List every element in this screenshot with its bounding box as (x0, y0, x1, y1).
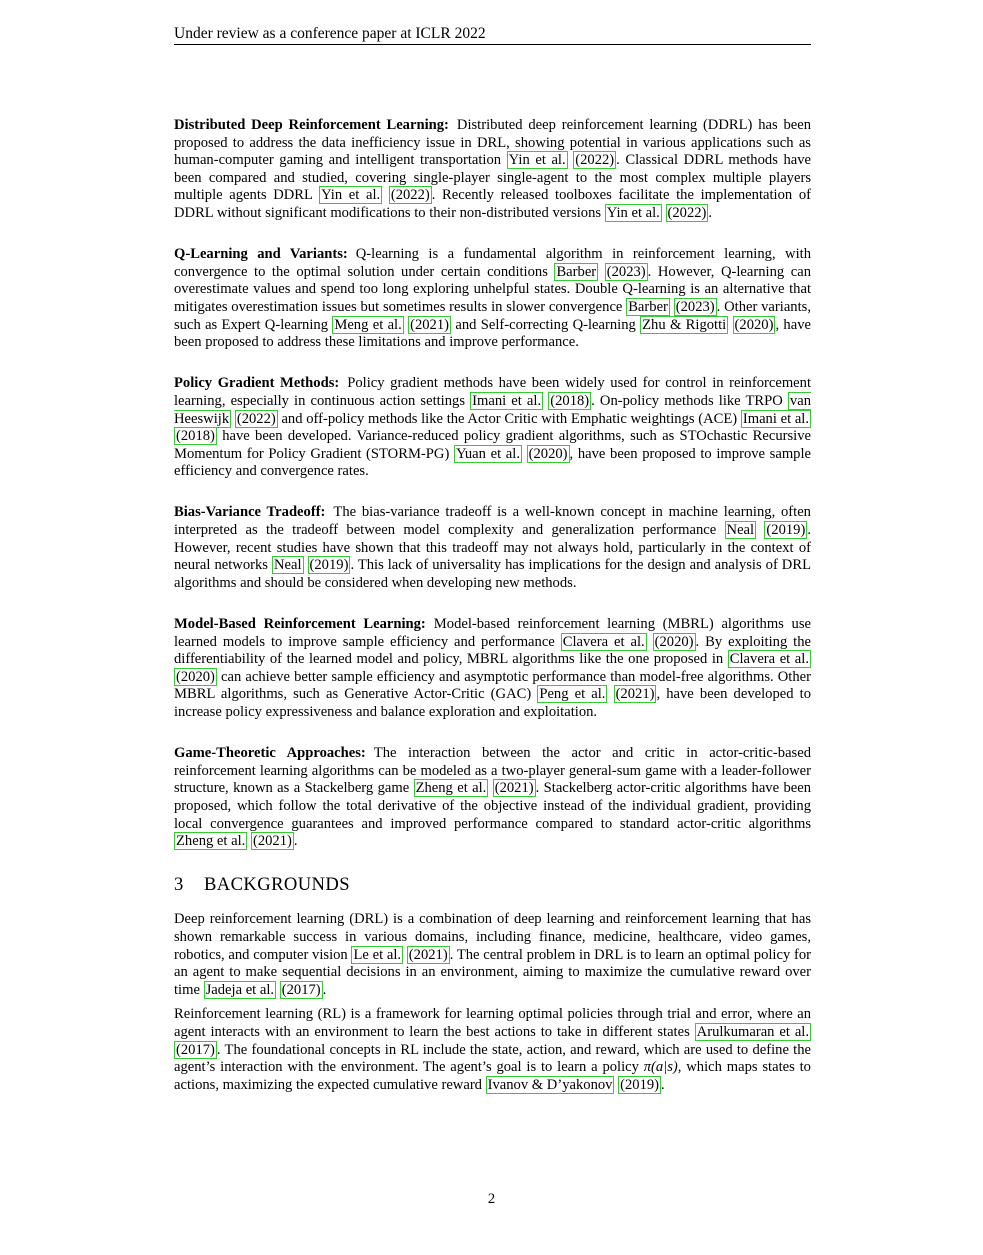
paragraph-bias-variance (174, 504, 811, 592)
citation-year-link[interactable]: (2023) (606, 263, 646, 280)
paragraph-title: Bias-Variance Tradeoff: (174, 504, 326, 521)
citation-link[interactable]: Yin et al. (321, 187, 381, 204)
section-number: 3 (174, 874, 184, 896)
body-text: . Recently released toolboxes facilitate the implementation of DDRL without significant modifications to their non-distributed versions (174, 187, 811, 221)
body-text: . Other variants, such as Expert Q-learning (174, 298, 811, 333)
citation-year-link[interactable]: (2021) (252, 833, 292, 850)
citation-link[interactable]: Zhu & Rigotti (642, 316, 727, 333)
citation-year-link[interactable]: (2021) (494, 780, 534, 797)
citation-link[interactable]: Imani et al. (472, 392, 542, 409)
citation-year-link[interactable]: (2021) (615, 686, 655, 703)
paragraph-game-theoretic (174, 745, 811, 851)
body-text: . However, recent studies have shown that this tradeoff may not always hold, particularly in the context of neural networks (174, 522, 811, 574)
body-text: . Stackelberg actor-critic algorithms have been proposed, which follow the total derivative of the objective instead of the individual gradient, providing local convergence guarantees and improved performance compared to standard actor-critic algorithms (174, 780, 812, 832)
citation-link[interactable]: Peng et al. (539, 686, 606, 703)
body-text: . On-policy methods like TRPO (591, 392, 788, 409)
paragraph-background-1 (174, 911, 811, 999)
body-text: Distributed deep reinforcement learning (DDRL) has been proposed to address the data inefficiency issue in DRL, showing potential in various applications such as human-computer gaming and intelligent transportation (174, 117, 811, 169)
section-heading (174, 874, 811, 896)
paragraph-title: Policy Gradient Methods: (174, 375, 340, 392)
paragraph-title: Q-Learning and Variants: (174, 246, 348, 263)
citation-link[interactable]: Barber (628, 298, 668, 315)
page-body (174, 117, 811, 1101)
citation-link[interactable]: Zheng et al. (176, 833, 246, 850)
citation-link[interactable]: Jadeja et al. (205, 981, 275, 998)
body-text: . (322, 981, 327, 998)
body-text: and off-policy methods like the Actor Critic with Emphatic weightings (ACE) (277, 410, 741, 427)
body-text: , have been developed to increase policy expressiveness and balance exploration and exploitation. (174, 686, 811, 720)
citation-link[interactable]: Imani et al. (742, 410, 809, 427)
body-text: . (293, 833, 298, 850)
citation-link[interactable]: Neal (726, 522, 755, 539)
body-text: , have been proposed to improve sample efficiency and convergence rates. (174, 445, 811, 480)
paragraph-policy-gradient (174, 375, 811, 481)
body-text: , which maps states to actions, maximizing the expected cumulative reward (174, 1059, 811, 1093)
citation-link[interactable]: van Heeswijk (174, 392, 811, 427)
paragraph-model-based (174, 616, 811, 722)
section-title: BACKGROUNDS (204, 874, 350, 896)
citation-year-link[interactable]: (2018) (550, 392, 590, 409)
body-text: . (708, 204, 713, 221)
citation-year-link[interactable]: (2021) (408, 946, 448, 963)
page-number: 2 (487, 1191, 496, 1207)
paragraph-background-2 (174, 1006, 811, 1094)
body-text: have been developed. Variance-reduced policy gradient algorithms, such as STOchastic Recursive Momentum for Policy Gradient (STORM-PG) (174, 428, 811, 462)
body-text: Policy gradient methods have been widely used for control in reinforcement learning, especially in continuous action settings (174, 375, 811, 409)
body-text: , have been proposed to address these limitations and improve performance. (174, 316, 811, 351)
citation-link[interactable]: Yin et al. (508, 152, 566, 169)
body-text: Deep reinforcement learning (DRL) is a combination of deep learning and reinforcement learning that has shown remarkable success in various domains, including finance, medicine, healthcare, video games, robotics, and computer vision (174, 911, 811, 963)
citation-link[interactable]: Ivanov & D’yakonov (487, 1076, 613, 1093)
running-header: Under review as a conference paper at ICLR 2022 (174, 24, 811, 45)
body-text: Reinforcement learning (RL) is a framework for learning optimal policies through trial and error, where an agent interacts with an environment to learn the best actions to take in different states (174, 1006, 811, 1040)
body-text: Q-learning is a fundamental algorithm in reinforcement learning, with convergence to the optimal solution under certain conditions (174, 246, 811, 280)
body-text: . This lack of universality has implications for the design and analysis of DRL algorithms and should be considered when developing new methods. (174, 557, 811, 591)
paragraph-ddrl (174, 117, 811, 223)
citation-link[interactable]: Arulkumaran et al. (696, 1023, 809, 1040)
paragraph-title: Distributed Deep Reinforcement Learning: (174, 117, 449, 133)
citation-year-link[interactable]: (2019) (309, 557, 349, 574)
citation-year-link[interactable]: (2023) (675, 298, 715, 315)
paragraph-title: Model-Based Reinforcement Learning: (174, 616, 426, 633)
citation-year-link[interactable]: (2022) (575, 152, 615, 169)
citation-year-link[interactable]: (2020) (176, 668, 215, 685)
citation-year-link[interactable]: (2019) (766, 522, 806, 539)
body-text: . By exploiting the differentiability of the learned model and policy, MBRL algorithms like the one proposed in (174, 633, 812, 668)
body-text: . The foundational concepts in RL include the state, action, and reward, which are used to define the agent’s interaction with the environment. The agent’s goal is to learn a policy (174, 1041, 811, 1076)
citation-year-link[interactable]: (2017) (281, 981, 321, 998)
body-text: . (661, 1076, 665, 1093)
citation-link[interactable]: Le et al. (353, 946, 402, 963)
body-text: and Self-correcting Q-learning (451, 316, 641, 333)
citation-year-link[interactable]: (2020) (654, 633, 694, 650)
body-text: . However, Q-learning can overestimate values and spend too long exploring unhelpful states. Double Q-learning is an alternative that mitigates overestimation issues but sometimes results in slower convergence (174, 263, 811, 315)
citation-year-link[interactable]: (2022) (236, 410, 276, 427)
body-text: Model-based reinforcement learning (MBRL) algorithms use learned models to improve sample efficiency and performance (174, 616, 811, 650)
citation-link[interactable]: Zheng et al. (415, 780, 487, 797)
citation-link[interactable]: Clavera et al. (562, 633, 645, 650)
citation-link[interactable]: Neal (273, 557, 302, 574)
paragraph-title: Game-Theoretic Approaches: (174, 745, 366, 762)
citation-link[interactable]: Barber (556, 263, 597, 280)
body-text: can achieve better sample efficiency and asymptotic performance than model-free algorithms. Other MBRL algorithms, such as Generative Actor-Critic (GAC) (174, 668, 811, 703)
citation-year-link[interactable]: (2021) (410, 316, 450, 333)
citation-year-link[interactable]: (2019) (620, 1076, 660, 1093)
body-text: The interaction between the actor and critic in actor-critic-based reinforcement learning algorithms can be modeled as a two-player general-sum game with a leader-follower structure, known as a Stackelberg game (174, 745, 811, 797)
citation-link[interactable]: Meng et al. (334, 316, 402, 333)
citation-year-link[interactable]: (2022) (390, 187, 430, 204)
paragraph-qlearning (174, 246, 811, 352)
citation-link[interactable]: Yuan et al. (455, 445, 520, 462)
math-policy: π(a|s) (643, 1059, 678, 1076)
citation-year-link[interactable]: (2020) (528, 445, 568, 462)
body-text: . Classical DDRL methods have been compared and studied, covering single-player single-agent to the most complex multiple players multiple agents DDRL (174, 152, 811, 204)
citation-year-link[interactable]: (2017) (176, 1041, 215, 1058)
citation-link[interactable]: Clavera et al. (729, 651, 809, 668)
citation-year-link[interactable]: (2020) (734, 316, 774, 333)
citation-year-link[interactable]: (2022) (667, 204, 707, 221)
body-text: . The central problem in DRL is to learn an optimal policy for an agent to make sequential decisions in an environment, aiming to maximize the cumulative reward over time (174, 946, 811, 998)
citation-year-link[interactable]: (2018) (176, 428, 215, 445)
citation-link[interactable]: Yin et al. (606, 204, 660, 221)
body-text: The bias-variance tradeoff is a well-known concept in machine learning, often interpreted as the tradeoff between model complexity and generalization performance (174, 504, 811, 539)
